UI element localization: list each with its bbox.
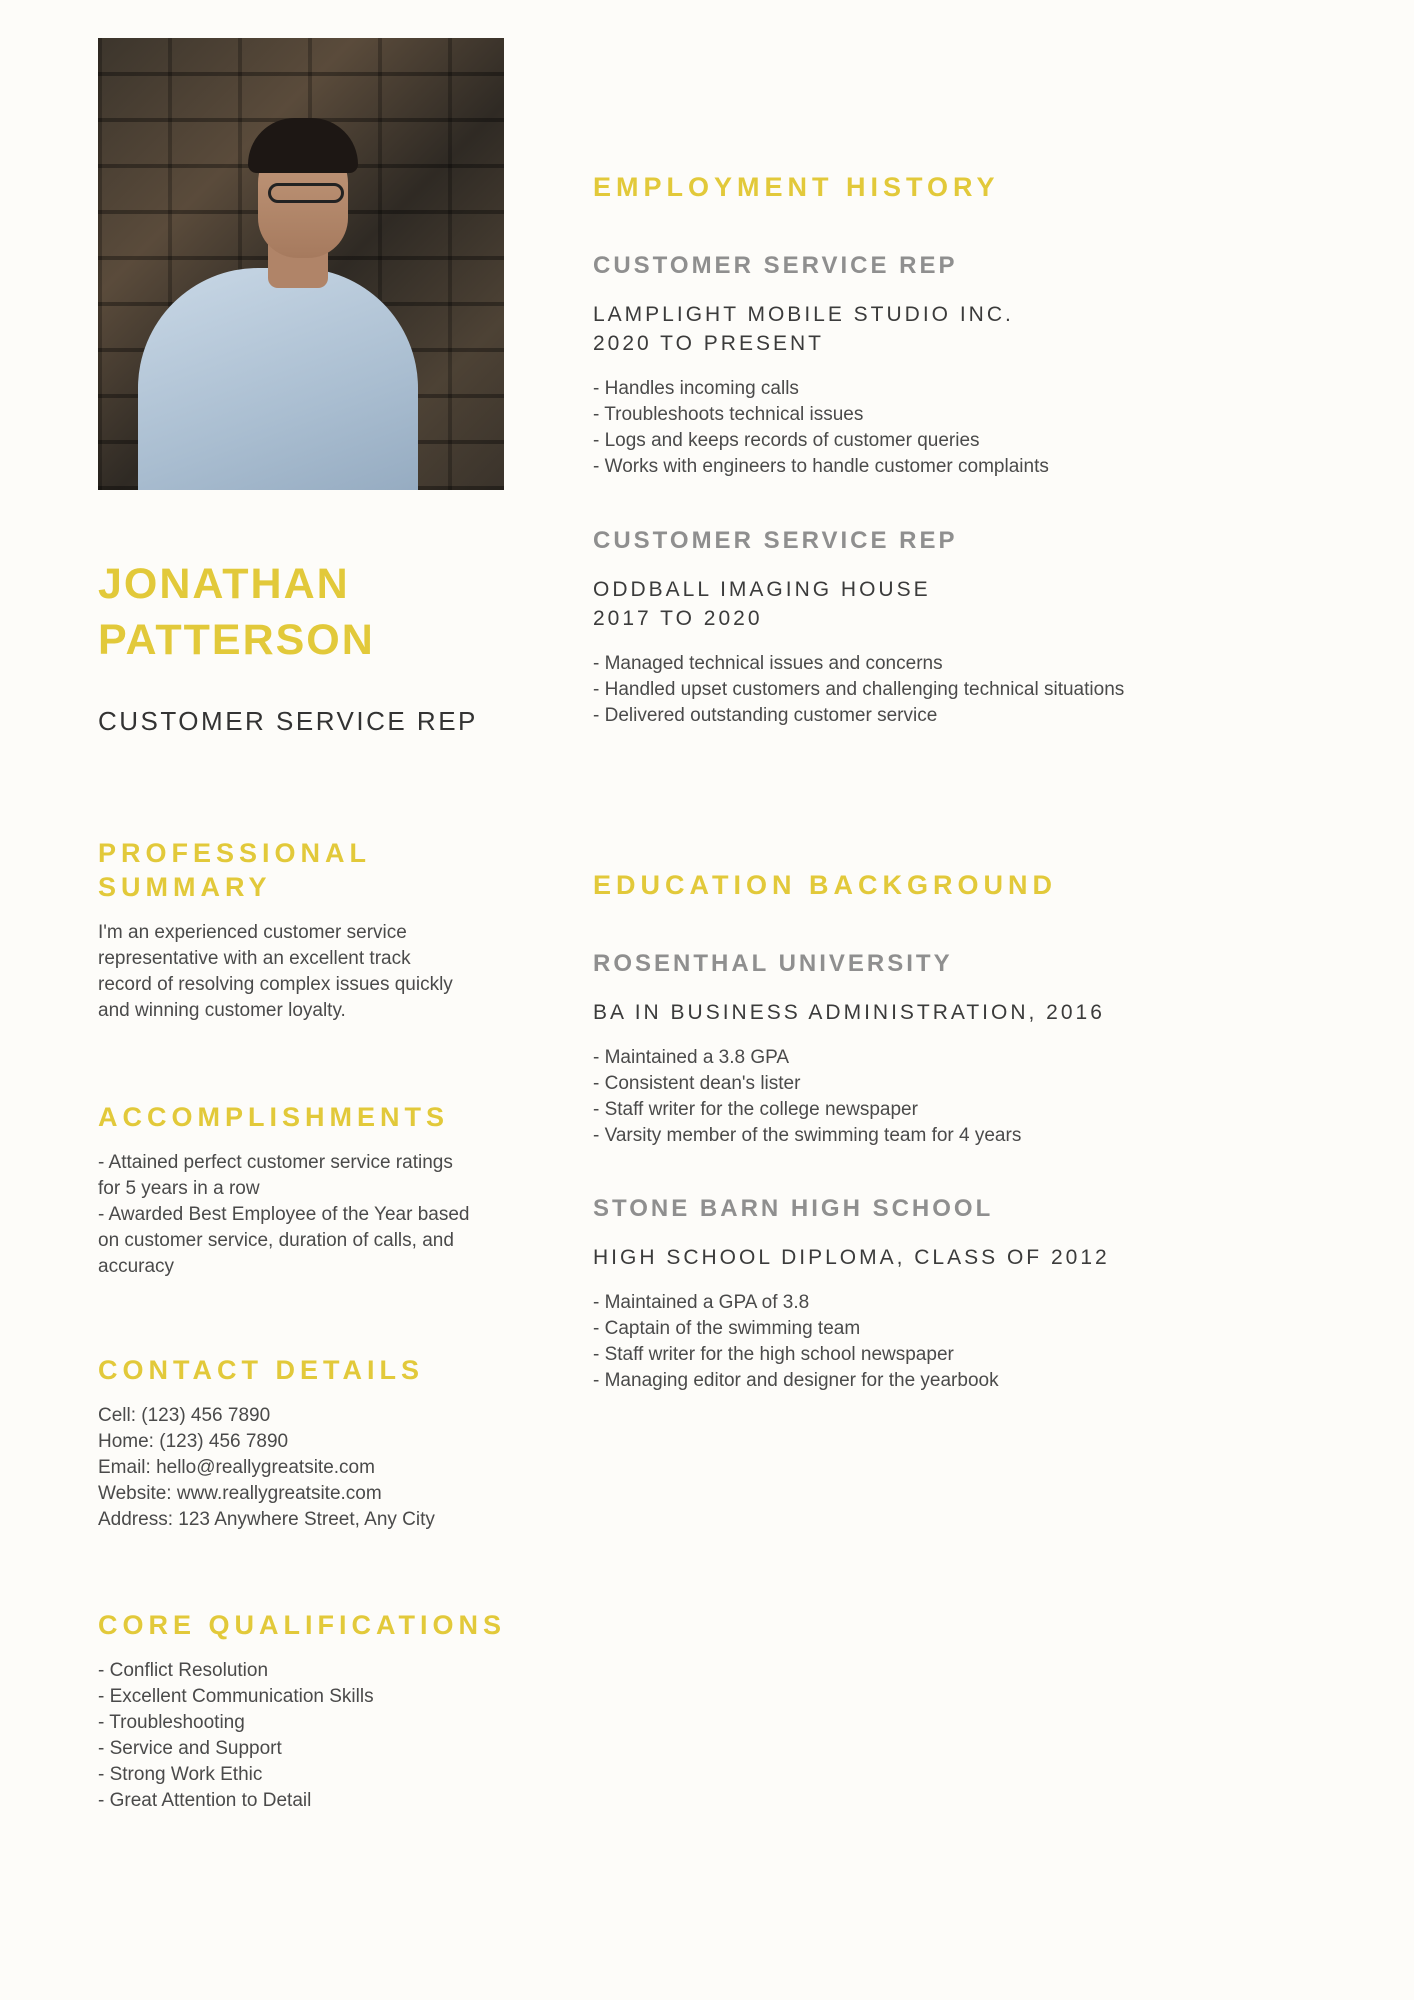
school-note: - Maintained a GPA of 3.8 <box>593 1292 810 1313</box>
job-duty: - Works with engineers to handle customer complaints <box>593 456 1049 477</box>
summary-section <box>98 836 518 1024</box>
name-line-2: PATTERSON <box>98 616 375 664</box>
job-duty: - Delivered outstanding customer service <box>593 705 938 726</box>
school-note: - Managing editor and designer for the yearbook <box>593 1370 999 1391</box>
school-degree: BA IN BUSINESS ADMINISTRATION, 2016 <box>593 1001 1105 1024</box>
education-title: EDUCATION BACKGROUND <box>593 870 1057 900</box>
accomplishment-line: for 5 years in a row <box>98 1178 260 1199</box>
school-note: - Varsity member of the swimming team for 4 years <box>593 1125 1022 1146</box>
left-column <box>98 38 518 1811</box>
summary-line: and winning customer loyalty. <box>98 1000 346 1021</box>
school-note: - Staff writer for the high school newspaper <box>593 1344 954 1365</box>
contact-email: Email: hello@reallygreatsite.com <box>98 1457 375 1478</box>
job-duty: - Troubleshoots technical issues <box>593 404 864 425</box>
job-entry <box>593 527 1353 729</box>
qualification-item: - Service and Support <box>98 1738 282 1759</box>
school-note: - Captain of the swimming team <box>593 1318 861 1339</box>
contact-home: Home: (123) 456 7890 <box>98 1431 289 1452</box>
employment-section <box>593 170 1353 726</box>
school-entry <box>593 950 1353 1149</box>
school-name: STONE BARN HIGH SCHOOL <box>593 1195 994 1222</box>
summary-text <box>98 920 518 1024</box>
job-dates: 2020 TO PRESENT <box>593 332 824 355</box>
job-entry <box>593 252 1353 480</box>
contact-title: CONTACT DETAILS <box>98 1355 424 1385</box>
school-note: - Staff writer for the college newspaper <box>593 1099 918 1120</box>
contact-address: Address: 123 Anywhere Street, Any City <box>98 1509 435 1530</box>
accomplishment-line: accuracy <box>98 1256 175 1277</box>
school-note: - Maintained a 3.8 GPA <box>593 1047 790 1068</box>
job-company: ODDBALL IMAGING HOUSE <box>593 578 931 601</box>
accomplishment-line: - Attained perfect customer service ratings <box>98 1152 453 1173</box>
summary-line: I'm an experienced customer service <box>98 922 407 943</box>
contact-cell: Cell: (123) 456 7890 <box>98 1405 271 1426</box>
summary-line: representative with an excellent track <box>98 948 411 969</box>
job-company: LAMPLIGHT MOBILE STUDIO INC. <box>593 303 1014 326</box>
summary-title <box>98 836 518 904</box>
school-degree: HIGH SCHOOL DIPLOMA, CLASS OF 2012 <box>593 1246 1110 1269</box>
job-duty: - Handles incoming calls <box>593 378 799 399</box>
qualification-item: - Excellent Communication Skills <box>98 1686 374 1707</box>
accomplishments-title: ACCOMPLISHMENTS <box>98 1102 449 1132</box>
qualifications-title: CORE QUALIFICATIONS <box>98 1610 506 1640</box>
job-duty: - Handled upset customers and challenging technical situations <box>593 679 1125 700</box>
job-title: CUSTOMER SERVICE REP <box>593 252 958 279</box>
contact-website: Website: www.reallygreatsite.com <box>98 1483 382 1504</box>
accomplishments-text <box>98 1150 518 1280</box>
qualifications-list <box>98 1658 518 1814</box>
person-role: CUSTOMER SERVICE REP <box>98 706 478 736</box>
school-notes <box>593 1045 1353 1149</box>
school-name: ROSENTHAL UNIVERSITY <box>593 950 953 977</box>
accomplishments-section <box>98 1100 518 1280</box>
summary-title-line-2: SUMMARY <box>98 872 272 902</box>
job-duty: - Managed technical issues and concerns <box>593 653 943 674</box>
job-duties <box>593 376 1353 480</box>
employment-title: EMPLOYMENT HISTORY <box>593 172 1000 202</box>
qualification-item: - Troubleshooting <box>98 1712 245 1733</box>
glasses-shape <box>268 183 344 203</box>
school-notes <box>593 1290 1353 1394</box>
job-duty: - Logs and keeps records of customer queries <box>593 430 980 451</box>
summary-line: record of resolving complex issues quickly <box>98 974 453 995</box>
summary-title-line-1: PROFESSIONAL <box>98 838 372 868</box>
contact-text <box>98 1403 518 1533</box>
qualification-item: - Conflict Resolution <box>98 1660 269 1681</box>
contact-section <box>98 1353 518 1533</box>
job-title: CUSTOMER SERVICE REP <box>593 527 958 554</box>
qualifications-section <box>98 1608 518 1814</box>
job-dates: 2017 TO 2020 <box>593 607 763 630</box>
education-section <box>593 868 1353 1391</box>
qualification-item: - Strong Work Ethic <box>98 1764 263 1785</box>
person-name <box>98 556 518 668</box>
accomplishment-line: - Awarded Best Employee of the Year based <box>98 1204 470 1225</box>
job-duties <box>593 651 1353 729</box>
profile-photo <box>98 38 504 490</box>
shirt-shape <box>138 268 418 490</box>
qualification-item: - Great Attention to Detail <box>98 1790 312 1811</box>
school-entry <box>593 1195 1353 1394</box>
accomplishment-line: on customer service, duration of calls, and <box>98 1230 454 1251</box>
name-line-1: JONATHAN <box>98 560 350 608</box>
school-note: - Consistent dean's lister <box>593 1073 801 1094</box>
